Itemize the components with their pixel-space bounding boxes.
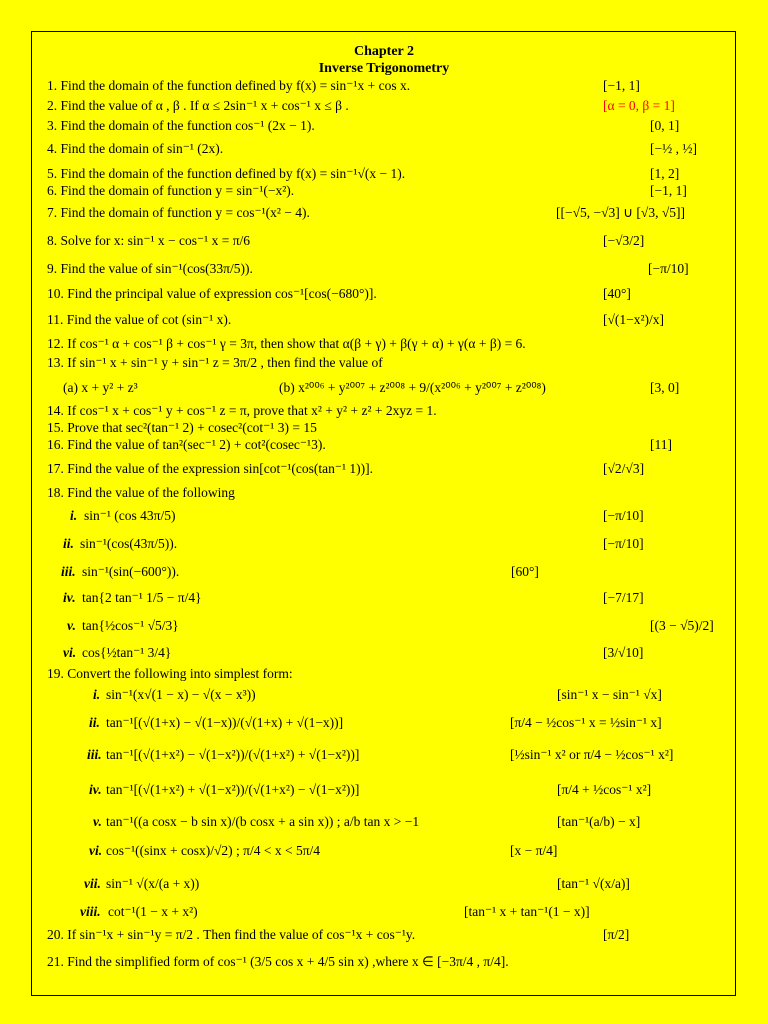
q18-item [0,508,768,530]
item-expression: sin⁻¹(cos(43π/5)). [80,536,178,551]
answer: [π/4 − ½cos⁻¹ x = ½sin⁻¹ x] [510,715,662,730]
item-expression: cos{½tan⁻¹ 3/4} [82,645,172,660]
question-10 [0,286,768,308]
q19-item [0,814,768,836]
item-expression: cot⁻¹(1 − x + x²) [108,904,198,919]
item-number: ii. [63,536,74,551]
item-number: ii. [89,715,100,730]
question-8 [0,233,768,255]
item-number: iii. [87,747,102,762]
question-20 [0,927,768,949]
question-text: 8. Solve for x: sin⁻¹ x − cos⁻¹ x = π/6 [47,233,251,248]
q19-item [0,687,768,709]
q19-item [0,715,768,737]
question-7 [0,205,768,227]
q18-item [0,590,768,612]
question-text: 18. Find the value of the following [47,485,235,500]
answer: [1, 2] [650,166,680,181]
item-expression: cos⁻¹((sinx + cosx)/√2) ; π/4 < x < 5π/4 [106,843,321,858]
item-expression: sin⁻¹(sin(−600°)). [82,564,180,579]
question-text: 20. If sin⁻¹x + sin⁻¹y = π/2 . Then find the value of cos⁻¹x + cos⁻¹y. [47,927,416,942]
answer: [−1, 1] [603,78,640,93]
item-expression: tan{½cos⁻¹ √5/3} [82,618,179,633]
answer: [tan⁻¹ x + tan⁻¹(1 − x)] [464,904,590,919]
question-16 [0,437,768,459]
answer-highlighted: [α = 0, β = 1] [603,98,675,113]
answer: [√(1−x²)/x] [603,312,665,327]
q18-item [0,618,768,640]
answer: [tan⁻¹ √(x/a)] [557,876,630,891]
answer: [[−√5, −√3] ∪ [√3, √5]] [556,205,685,220]
question-text: 14. If cos⁻¹ x + cos⁻¹ y + cos⁻¹ z = π, prove that x² + y² + z² + 2xyz = 1. [47,403,437,418]
item-expression: tan⁻¹[(√(1+x²) − √(1−x²))/(√(1+x²) + √(1−x²))] [106,747,360,762]
answer: [½sin⁻¹ x² or π/4 − ½cos⁻¹ x²] [510,747,674,762]
q18-item [0,564,768,586]
answer: [x − π/4] [510,843,558,858]
question-13 [0,355,768,377]
question-text: 4. Find the domain of sin⁻¹ (2x). [47,141,224,156]
question-text: 3. Find the domain of the function cos⁻¹ (2x − 1). [47,118,315,133]
question-17 [0,461,768,483]
q19-item [0,876,768,898]
item-expression: sin⁻¹ √(x/(a + x)) [106,876,200,891]
item-number: vii. [84,876,101,891]
question-3 [0,118,768,140]
answer: [sin⁻¹ x − sin⁻¹ √x] [557,687,662,702]
item-number: viii. [80,904,101,919]
question-text: 11. Find the value of cot (sin⁻¹ x). [47,312,232,327]
answer: [−π/10] [648,261,689,276]
question-text: 7. Find the domain of function y = cos⁻¹(x² − 4). [47,205,310,220]
question-text: 2. Find the value of α , β . If α ≤ 2sin⁻¹ x + cos⁻¹ x ≤ β . [47,98,349,113]
answer: [3, 0] [650,380,680,395]
item-number: i. [70,508,78,523]
answer: [0, 1] [650,118,680,133]
item-number: iv. [63,590,76,605]
item-number: v. [93,814,102,829]
answer: [−1, 1] [650,183,687,198]
answer: [−π/10] [603,508,644,523]
question-1 [0,78,768,100]
q19-item [0,782,768,804]
q19-item [0,904,768,926]
chapter-title: Chapter 2 [353,44,415,59]
question-11 [0,312,768,334]
item-number: vi. [63,645,77,660]
question-9 [0,261,768,283]
answer: [√2/√3] [603,461,645,476]
question-19 [0,666,768,688]
item-expression: sin⁻¹ (cos 43π/5) [84,508,176,523]
item-expression: tan{2 tan⁻¹ 1/5 − π/4} [82,590,202,605]
question-text: 1. Find the domain of the function defined by f(x) = sin⁻¹x + cos x. [47,78,411,93]
answer: [π/4 + ½cos⁻¹ x²] [557,782,652,797]
question-4 [0,141,768,163]
question-6 [0,183,768,205]
item-number: v. [67,618,76,633]
question-18 [0,485,768,507]
question-13-parts [0,380,768,402]
q18-item [0,536,768,558]
question-text: 19. Convert the following into simplest form: [47,666,293,681]
answer: [−7/17] [603,590,644,605]
question-text: 21. Find the simplified form of cos⁻¹ (3/5 cos x + 4/5 sin x) ,where x ∈ [−3π/4 , π/4]. [47,954,509,969]
question-text: 17. Find the value of the expression sin[cot⁻¹(cos(tan⁻¹ 1))]. [47,461,374,476]
item-number: iv. [89,782,102,797]
question-text: 5. Find the domain of the function defined by f(x) = sin⁻¹√(x − 1). [47,166,406,181]
item-number: vi. [89,843,103,858]
q19-item [0,843,768,865]
answer: [60°] [511,564,539,579]
q19-item [0,747,768,769]
question-text: 13. If sin⁻¹ x + sin⁻¹ y + sin⁻¹ z = 3π/2 , then find the value of [47,355,383,370]
question-2 [0,98,768,120]
question-text: 9. Find the value of sin⁻¹(cos(33π/5)). [47,261,253,276]
answer: [tan⁻¹(a/b) − x] [557,814,641,829]
part-a: (a) x + y² + z³ [63,380,138,395]
q18-item [0,645,768,667]
item-expression: tan⁻¹((a cosx − b sin x)/(b cosx + a sin x)) ; a/b tan x > −1 [106,814,420,829]
answer: [−½ , ½] [650,141,697,156]
question-21 [0,954,768,976]
chapter-subtitle: Inverse Trigonometry [318,61,450,76]
answer: [−√3/2] [603,233,645,248]
item-expression: sin⁻¹(x√(1 − x) − √(x − x³)) [106,687,256,702]
item-number: i. [93,687,101,702]
question-text: 6. Find the domain of function y = sin⁻¹(−x²). [47,183,295,198]
part-b: (b) x²⁰⁰⁶ + y²⁰⁰⁷ + z²⁰⁰⁸ + 9/(x²⁰⁰⁶ + y²⁰⁰⁷ + z²⁰⁰⁸) [279,380,546,395]
answer: [(3 − √5)/2] [650,618,714,633]
question-text: 16. Find the value of tan²(sec⁻¹ 2) + cot²(cosec⁻¹3). [47,437,326,452]
answer: [−π/10] [603,536,644,551]
answer: [3/√10] [603,645,644,660]
question-text: 10. Find the principal value of expression cos⁻¹[cos(−680°)]. [47,286,377,301]
item-expression: tan⁻¹[(√(1+x) − √(1−x))/(√(1+x) + √(1−x))] [106,715,344,730]
item-expression: tan⁻¹[(√(1+x²) + √(1−x²))/(√(1+x²) − √(1−x²))] [106,782,360,797]
answer: [40°] [603,286,631,301]
item-number: iii. [61,564,76,579]
question-text: 15. Prove that sec²(tan⁻¹ 2) + cosec²(cot⁻¹ 3) = 15 [47,420,317,435]
answer: [11] [650,437,672,452]
question-text: 12. If cos⁻¹ α + cos⁻¹ β + cos⁻¹ γ = 3π, then show that α(β + γ) + β(γ + α) + γ(α + β) = 6. [47,336,526,351]
answer: [π/2] [603,927,630,942]
